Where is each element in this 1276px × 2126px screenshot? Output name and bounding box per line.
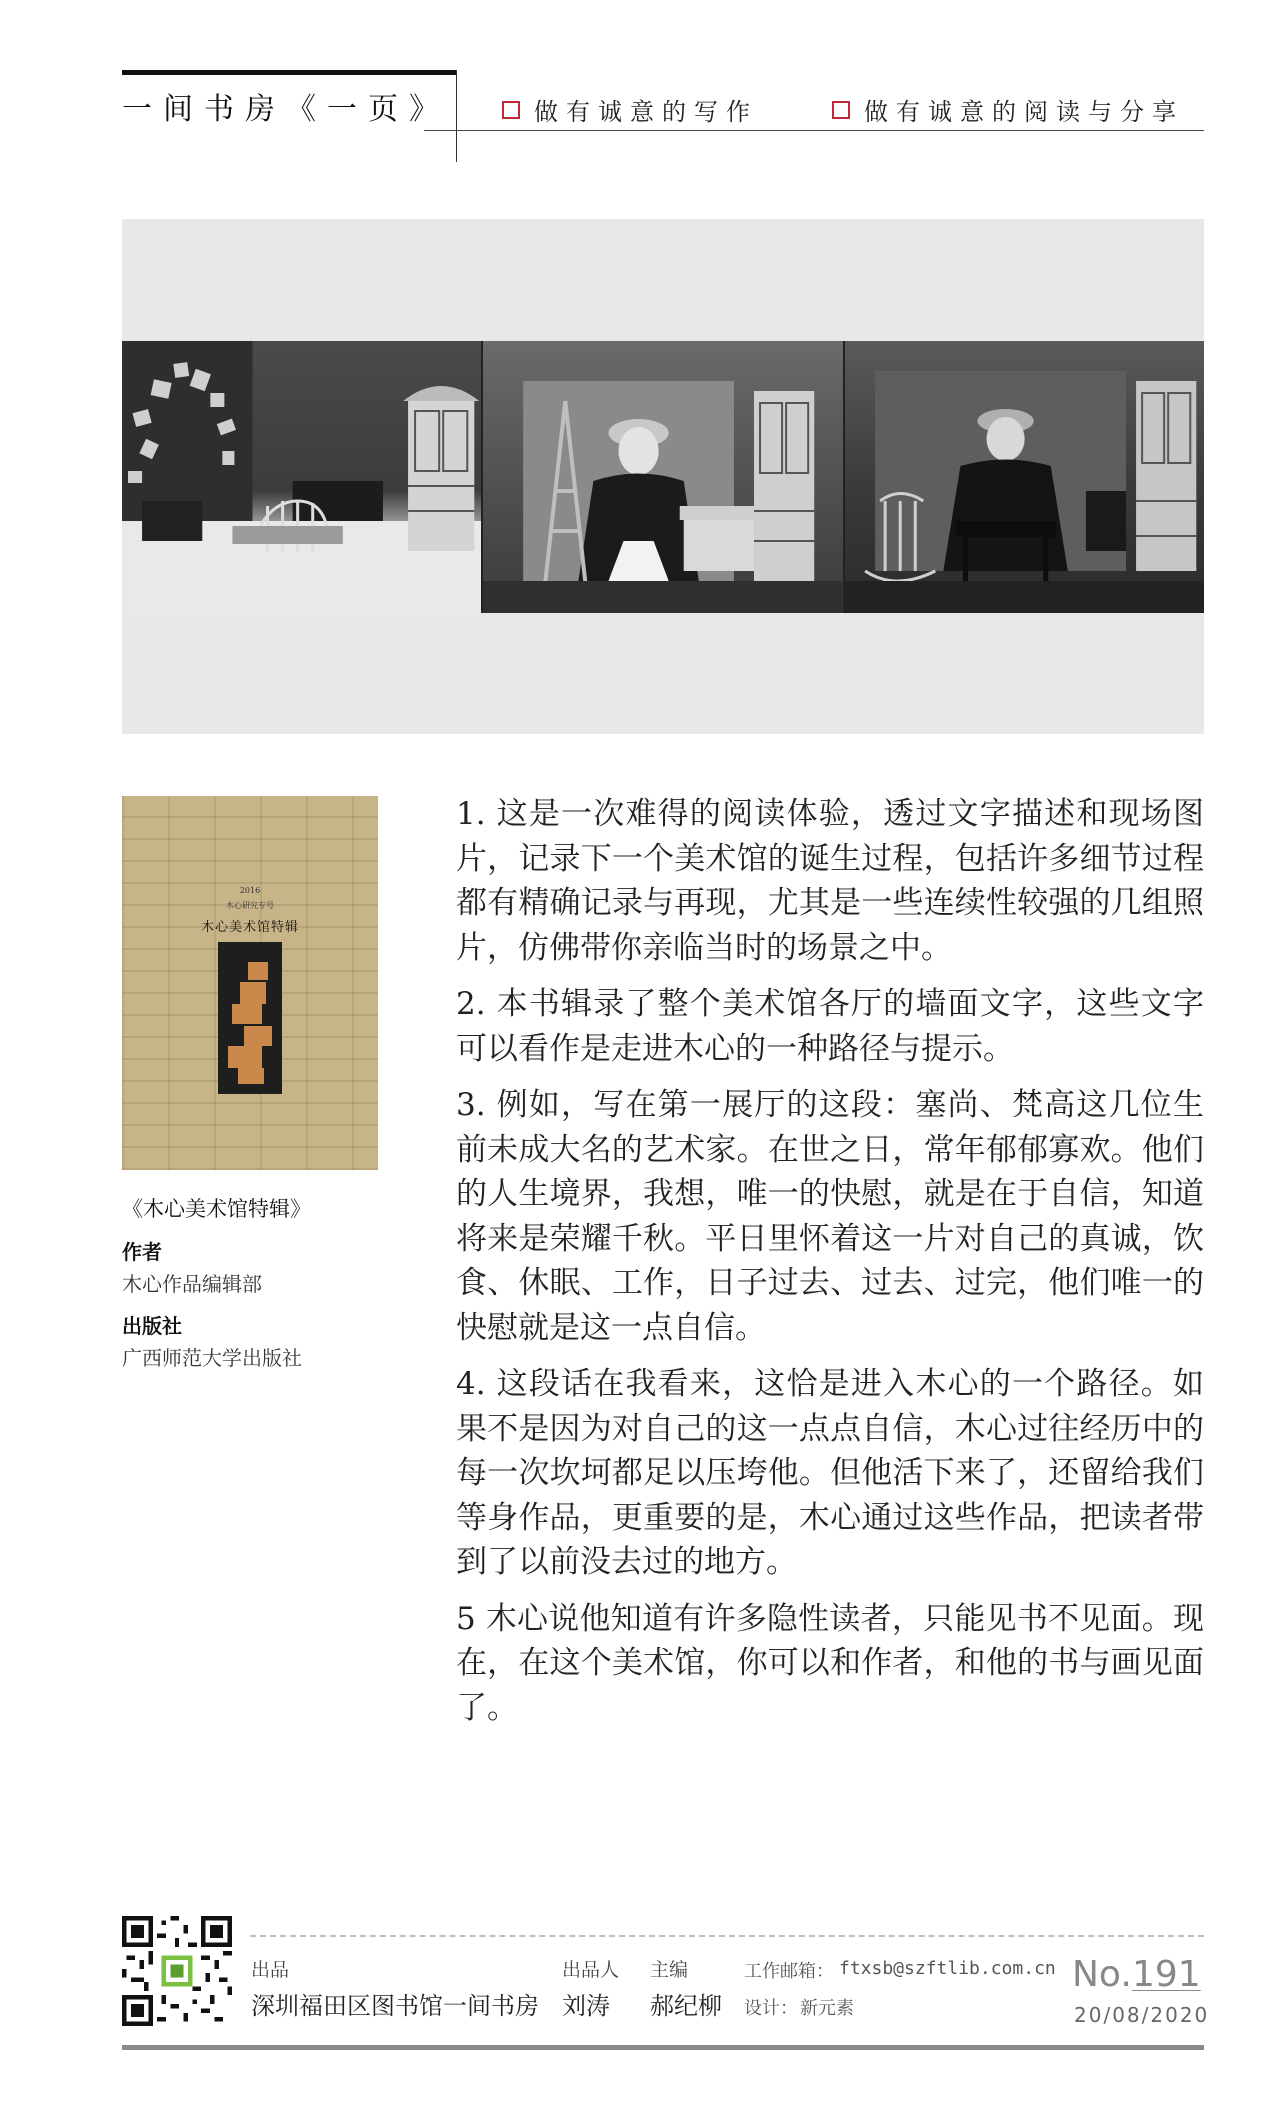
issue-prefix: No. [1072,1954,1132,1995]
paragraph-1: 1. 这是一次难得的阅读体验，透过文字描述和现场图片，记录下一个美术馆的诞生过程，包括许多细节过程都有精确记录与再现，尤其是一些连续性较强的几组照片，仿佛带你亲临当时的场景之中。 [456,796,1204,966]
cover-series: 木心研究专号 [226,901,274,910]
slogan-writing-text: 做有诚意的写作 [534,98,758,126]
paragraph-3: 3. 例如，写在第一展厅的这段：塞尚、梵高这几位生前未成大名的艺术家。在世之日，常年郁郁寡欢。他们的人生境界，我想，唯一的快慰，就是在于自信，知道将来是荣耀千秋。平日里怀着这一片对自己的真诚，饮食、休眠、工作，日子过去、过去、过完，他们唯一的快慰就是这一点自信。 [456,1087,1204,1346]
book-cover [122,796,378,1170]
author-label: 作者 [122,1240,162,1264]
cover-sculpture-image [218,942,282,1094]
producer-label: 出品 [251,1959,290,1981]
checkbox-icon [832,101,850,119]
design-label: 设计： [744,1998,798,2019]
footer-dashed-rule [250,1935,1204,1937]
header-divider [456,70,457,162]
exhibition-photo-3-illustration [845,341,1204,613]
qr-code-icon [122,1916,232,2026]
paragraph-4: 4. 这段话在我看来，这恰是进入木心的一个路径。如果不是因为对自己的这一点点自信，木心过往经历中的每一次坎坷都足以压垮他。但他活下来了，还留给我们等身作品，更重要的是，木心通过这些作品，把读者带到了以前没去过的地方。 [456,1366,1204,1580]
exhibition-photo-1-illustration [122,341,481,613]
slogan-writing [502,92,758,127]
email-label: 工作邮箱： [744,1961,834,1982]
cover-year: 2016 [239,886,261,895]
checkbox-icon [502,101,520,119]
email-link[interactable]: ftxsb@szftlib.com.cn [839,1958,1056,1979]
exhibition-photo-strip [122,341,1204,613]
slogan-reading [832,92,1184,127]
author-value: 木心作品编辑部 [122,1272,262,1296]
editor-label: 主编 [650,1959,689,1981]
qr-code [122,1916,232,2026]
header-underline [424,130,1204,131]
book-title: 《木心美术馆特辑》 [122,1197,311,1221]
presenter-value: 刘涛 [562,1992,610,2020]
publisher-label: 出版社 [122,1314,182,1338]
review-body [456,792,1204,1742]
producer-value: 深圳福田区图书馆一间书房 [251,1992,539,2020]
issue-date: 20/08/2020 [1074,2003,1210,2027]
slogan-reading-text: 做有诚意的阅读与分享 [864,98,1184,126]
presenter-label: 出品人 [562,1959,620,1981]
exhibition-photo-3 [845,341,1204,613]
paragraph-2: 2. 本书辑录了整个美术馆各厅的墙面文字，这些文字可以看作是走进木心的一种路径与提示。 [456,986,1204,1067]
paragraph-5: 5 木心说他知道有许多隐性读者，只能见书不见面。现在，在这个美术馆，你可以和作者，和他的书与画见面了。 [456,1600,1204,1726]
photo-panel [122,219,1204,734]
footer-bottom-rule [122,2045,1204,2050]
publisher-value: 广西师范大学出版社 [122,1346,302,1370]
brand-title: 一间书房《一页》 [122,92,450,127]
designer-value: 新元素 [800,1998,854,2019]
header-top-rule [122,70,456,75]
exhibition-photo-2-illustration [483,341,842,613]
issue-number: 191 [1132,1954,1201,1995]
exhibition-photo-2 [483,341,842,613]
editor-value: 郝纪柳 [650,1992,722,2020]
exhibition-photo-1 [122,341,481,613]
cover-title: 木心美术馆特辑 [200,920,299,935]
